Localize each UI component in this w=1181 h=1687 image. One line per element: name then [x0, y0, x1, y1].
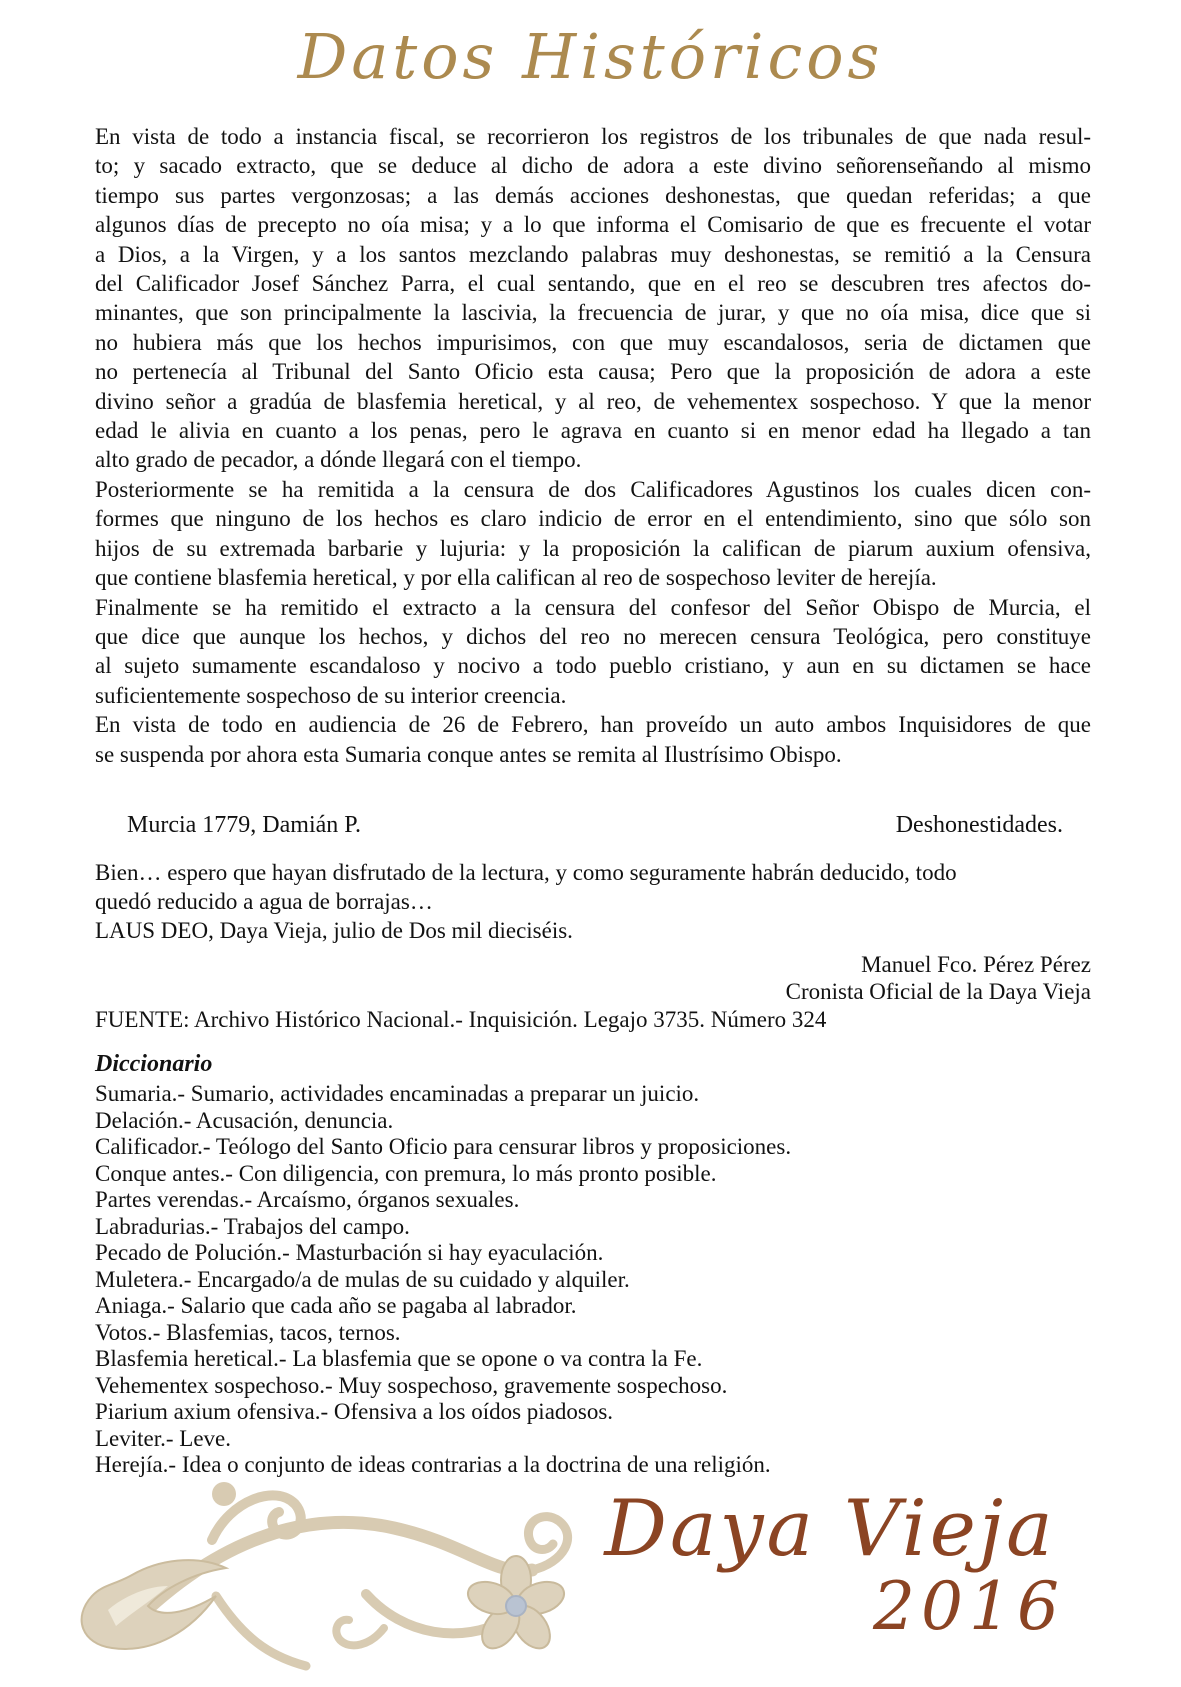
body-line: hijos de su extremada barbarie y lujuria: y la proposición la califican de piarum auxium ofensiva, — [95, 535, 1091, 561]
body-line: Posteriormente se ha remitida a la censura de dos Calificadores Agustinos los cuales dicen con- — [95, 476, 1091, 502]
body-line: tiempo sus partes vergonzosas; a las demás acciones deshonestas, que quedan referidas; a que — [95, 182, 1091, 208]
body-line: alto grado de pecador, a dónde llegará con el tiempo. — [95, 447, 582, 473]
body-line: to; y sacado extracto, que se deduce al dicho de adora a este divino señorenseñando al mismo — [95, 153, 1091, 179]
body-line: En vista de todo en audiencia de 26 de Febrero, han proveído un auto ambos Inquisidores de que — [95, 712, 1091, 738]
dictionary-entry: Calificador.- Teólogo del Santo Oficio para censurar libros y proposiciones. — [95, 1134, 792, 1159]
dictionary-list — [95, 1081, 1091, 1479]
footer-brand: Daya Vieja — [604, 1484, 1056, 1574]
closing-block — [95, 858, 1091, 1033]
body-line: Finalmente se ha remitido el extracto a la censura del confesor del Señor Obispo de Murcia, el — [95, 594, 1091, 620]
body-line: suficientemente sospechoso de su interior creencia. — [95, 682, 567, 708]
footer — [0, 1470, 1181, 1687]
dictionary-heading: Diccionario — [95, 1051, 213, 1077]
body-line: divino señor a gradúa de blasfemia heretical, y al reo, de vehementex sospechoso. Y que la menor — [95, 388, 1091, 414]
dictionary-entry: Labradurias.- Trabajos del campo. — [95, 1213, 410, 1239]
dictionary-entry: Blasfemia heretical.- La blasfemia que se opone o va contra la Fe. — [95, 1346, 703, 1371]
dictionary-entry: Muletera.- Encargado/a de mulas de su cuidado y alquiler. — [95, 1266, 630, 1292]
closing-line: Bien… espero que hayan disfrutado de la lectura, y como seguramente habrán deducido, todo — [95, 860, 957, 885]
body-line: edad le alivia en cuanto a los penas, pero le agrava en cuanto si en menor edad ha llegado a tan — [95, 418, 1091, 444]
dictionary-entry: Herejía.- Idea o conjunto de ideas contrarias a la doctrina de una religión. — [95, 1452, 771, 1477]
author-title: Cronista Oficial de la Daya Vieja — [785, 979, 1091, 1004]
closing-line: LAUS DEO, Daya Vieja, julio de Dos mil dieciséis. — [95, 918, 573, 943]
signature-row — [95, 812, 1091, 839]
dictionary-entry: Vehementex sospechoso.- Muy sospechoso, gravemente sospechoso. — [95, 1372, 728, 1398]
closing-line: quedó reducido a agua de borrajas… — [95, 889, 433, 914]
dictionary-entry: Partes verendas.- Arcaísmo, órganos sexuales. — [95, 1187, 520, 1212]
body-text — [95, 122, 1091, 769]
author-name: Manuel Fco. Pérez Pérez — [861, 952, 1091, 977]
dictionary-entry: Pecado de Polución.- Masturbación si hay eyaculación. — [95, 1240, 604, 1265]
body-line: minantes, que son principalmente la lascivia, la frecuencia de jurar, y que no oía misa, dice que si — [95, 300, 1091, 326]
dictionary-entry: Conque antes.- Con diligencia, con premura, lo más pronto posible. — [95, 1160, 717, 1186]
closing-lines — [95, 858, 1091, 945]
dictionary-entry: Delación.- Acusación, denuncia. — [95, 1107, 394, 1133]
body-line: En vista de todo a instancia fiscal, se recorrieron los registros de los tribunales de que nada resul- — [95, 124, 1091, 149]
signature-place-author: Murcia 1779, Damián P. — [127, 812, 361, 838]
body-line: a Dios, a la Virgen, y a los santos mezclando palabras muy deshonestas, se remitió a la Censura — [95, 241, 1091, 267]
page-title: Datos Históricos — [297, 20, 884, 93]
body-line: se suspenda por ahora esta Sumaria conque antes se remita al Ilustrísimo Obispo. — [95, 741, 842, 767]
dictionary-entry: Piarium axium ofensiva.- Ofensiva a los oídos piadosos. — [95, 1399, 614, 1424]
signature-subject: Deshonestidades. — [895, 812, 1063, 838]
source-line: FUENTE: Archivo Histórico Nacional.- Inquisición. Legajo 3735. Número 324 — [95, 1007, 827, 1032]
body-line: no pertenecía al Tribunal del Santo Oficio esta causa; Pero que la proposición de adora a este — [95, 359, 1091, 385]
dictionary-entry: Aniaga.- Salario que cada año se pagaba al labrador. — [95, 1293, 577, 1318]
dictionary-entry: Votos.- Blasfemias, tacos, ternos. — [95, 1319, 401, 1345]
dictionary-entry: Sumaria.- Sumario, actividades encaminadas a preparar un juicio. — [95, 1081, 700, 1106]
dictionary-entry: Leviter.- Leve. — [95, 1425, 232, 1451]
footer-year: 2016 — [873, 1568, 1065, 1645]
body-line: que dice que aunque los hechos, y dichos del reo no merecen censura Teológica, pero constituye — [95, 623, 1091, 649]
body-line: al sujeto sumamente escandaloso y nocivo a todo pueblo cristiano, y aun en su dictamen se hace — [95, 653, 1091, 679]
body-line: algunos días de precepto no oía misa; y a lo que informa el Comisario de que es frecuente el votar — [95, 212, 1091, 238]
flower — [464, 1556, 568, 1655]
body-line: que contiene blasfemia heretical, y por ella califican al reo de sospechoso leviter de herejía. — [95, 565, 937, 591]
body-line: no hubiera más que los hechos impurisimos, con que muy escandalosos, seria de dictamen que — [95, 329, 1091, 355]
lace-flourish-icon — [64, 1478, 589, 1678]
body-line: del Calificador Josef Sánchez Parra, el cual sentando, que en el reo se descubren tres afectos do- — [95, 271, 1091, 297]
body-line: formes que ninguno de los hechos es claro indicio de error en el entendimiento, sino que sólo son — [95, 506, 1091, 532]
